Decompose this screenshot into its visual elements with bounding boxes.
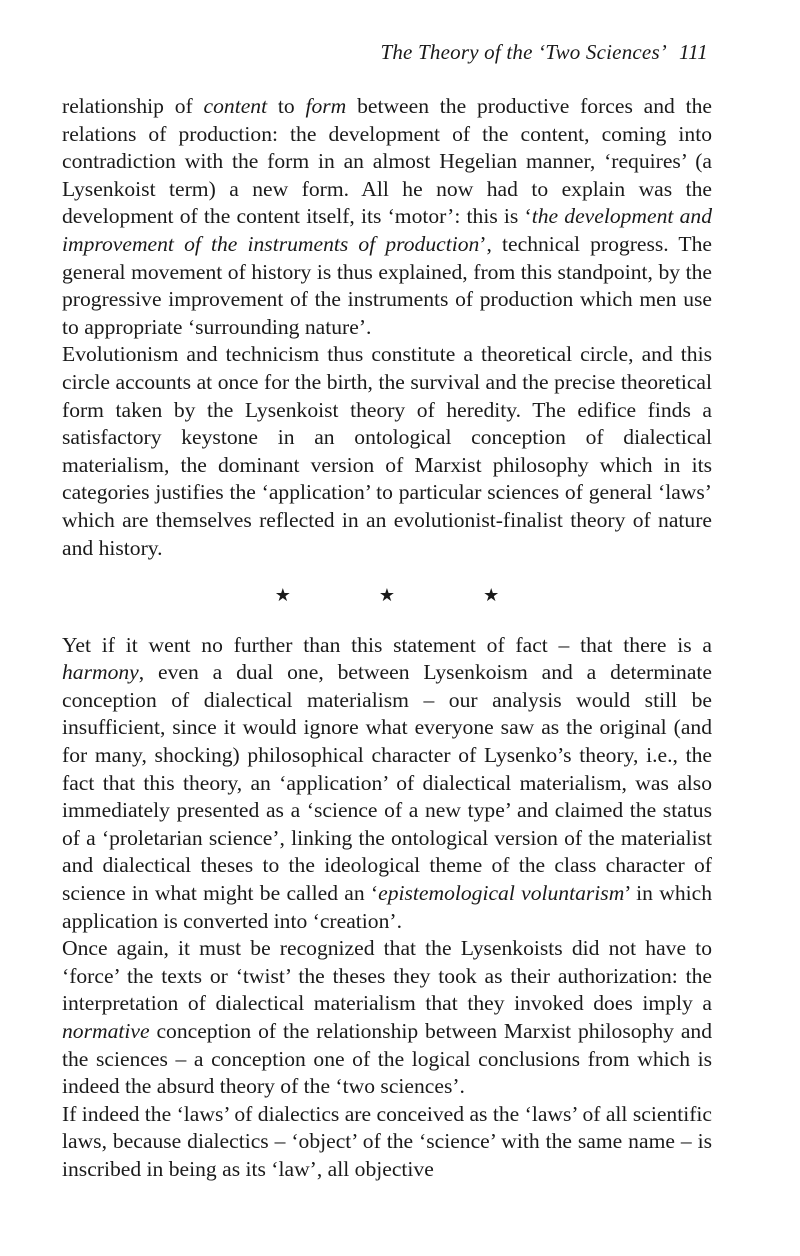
star-ornament: ★ [378, 585, 396, 606]
text-run: conception of the relationship between Marxist philosophy and the sciences – a conception one of the logical conclusions from which is indeed the absurd theory of the ‘two sciences’. [62, 1019, 712, 1099]
text-run: Yet if it went no further than this statement of fact – that there is a [62, 632, 712, 657]
page-body [62, 93, 712, 1184]
text-run: , even a dual one, between Lysenkoism and a determinate conception of dialectical materialism – our analysis would still be insufficient, since it would ignore what everyone saw as the original (and for many, shocking) philosophical character of Lysenko’s theory, i.e., the fact that this theory, an ‘application’ of dialectical materialism, was also immediately presented as a ‘science of a new type’ and claimed the status of a ‘proletarian science’, linking the ontological version of the materialist and dialectical theses to the ideological theme of the class character of science in what might be called an ‘ [62, 660, 712, 906]
text-run: Once again, it must be recognized that the Lysenkoists did not have to ‘force’ the texts or ‘twist’ the theses they took as their authorization: the interpretation of dialectical materialism that they invoked does imply a [62, 936, 712, 1016]
paragraph-4 [62, 935, 712, 1101]
paragraph-3 [62, 632, 712, 936]
text-run: ’, technical progress. The general movement of history is thus explained, from this standpoint, by the progressive improvement of the instruments of production which men use to appropriate ‘surrounding nature’. [62, 231, 712, 339]
italic-run: content [203, 94, 268, 118]
running-title: The Theory of the ‘Two Sciences’ [380, 40, 668, 64]
star-ornament: ★ [274, 585, 291, 606]
running-header [380, 40, 708, 65]
italic-run: epistemological voluntarism [378, 881, 625, 906]
text-run: relationship of [62, 94, 204, 118]
paragraph-1 [62, 93, 712, 341]
section-break [62, 582, 712, 610]
text-run: to [267, 94, 306, 118]
page-number: 111 [679, 40, 708, 64]
italic-run: normative [62, 1019, 150, 1043]
text-run: ’ in which application is converted into ‘creation’. [62, 881, 712, 933]
italic-run: form [305, 94, 347, 118]
star-ornament: ★ [483, 585, 500, 606]
italic-run: harmony [62, 660, 139, 685]
paragraph-5: If indeed the ‘laws’ of dialectics are conceived as the ‘laws’ of all scientific laws, because dialectics – ‘object’ of the ‘science’ with the same name – is inscribed in being as its ‘law’, all objective [62, 1101, 712, 1181]
italic-run: the development and improvement of the instruments of production [62, 204, 712, 256]
paragraph-2: Evolutionism and technicism thus constitute a theoretical circle, and this circle accounts at once for the birth, the survival and the precise theoretical form taken by the Lysenkoist theory of heredity. The edifice finds a satisfactory keystone in an ontological conception of dialectical materialism, the dominant version of Marxist philosophy which in its categories justifies the ‘application’ to particular sciences of general ‘laws’ which are themselves reflected in an evolutionist-finalist theory of nature and history. [62, 342, 712, 560]
text-run: between the productive forces and the relations of production: the development of the content, coming into contradiction with the form in an almost Hegelian manner, ‘requires’ (a Lysenkoist term) a new form. All he now had to explain was the development of the content itself, its ‘motor’: this is ‘ [62, 94, 713, 229]
